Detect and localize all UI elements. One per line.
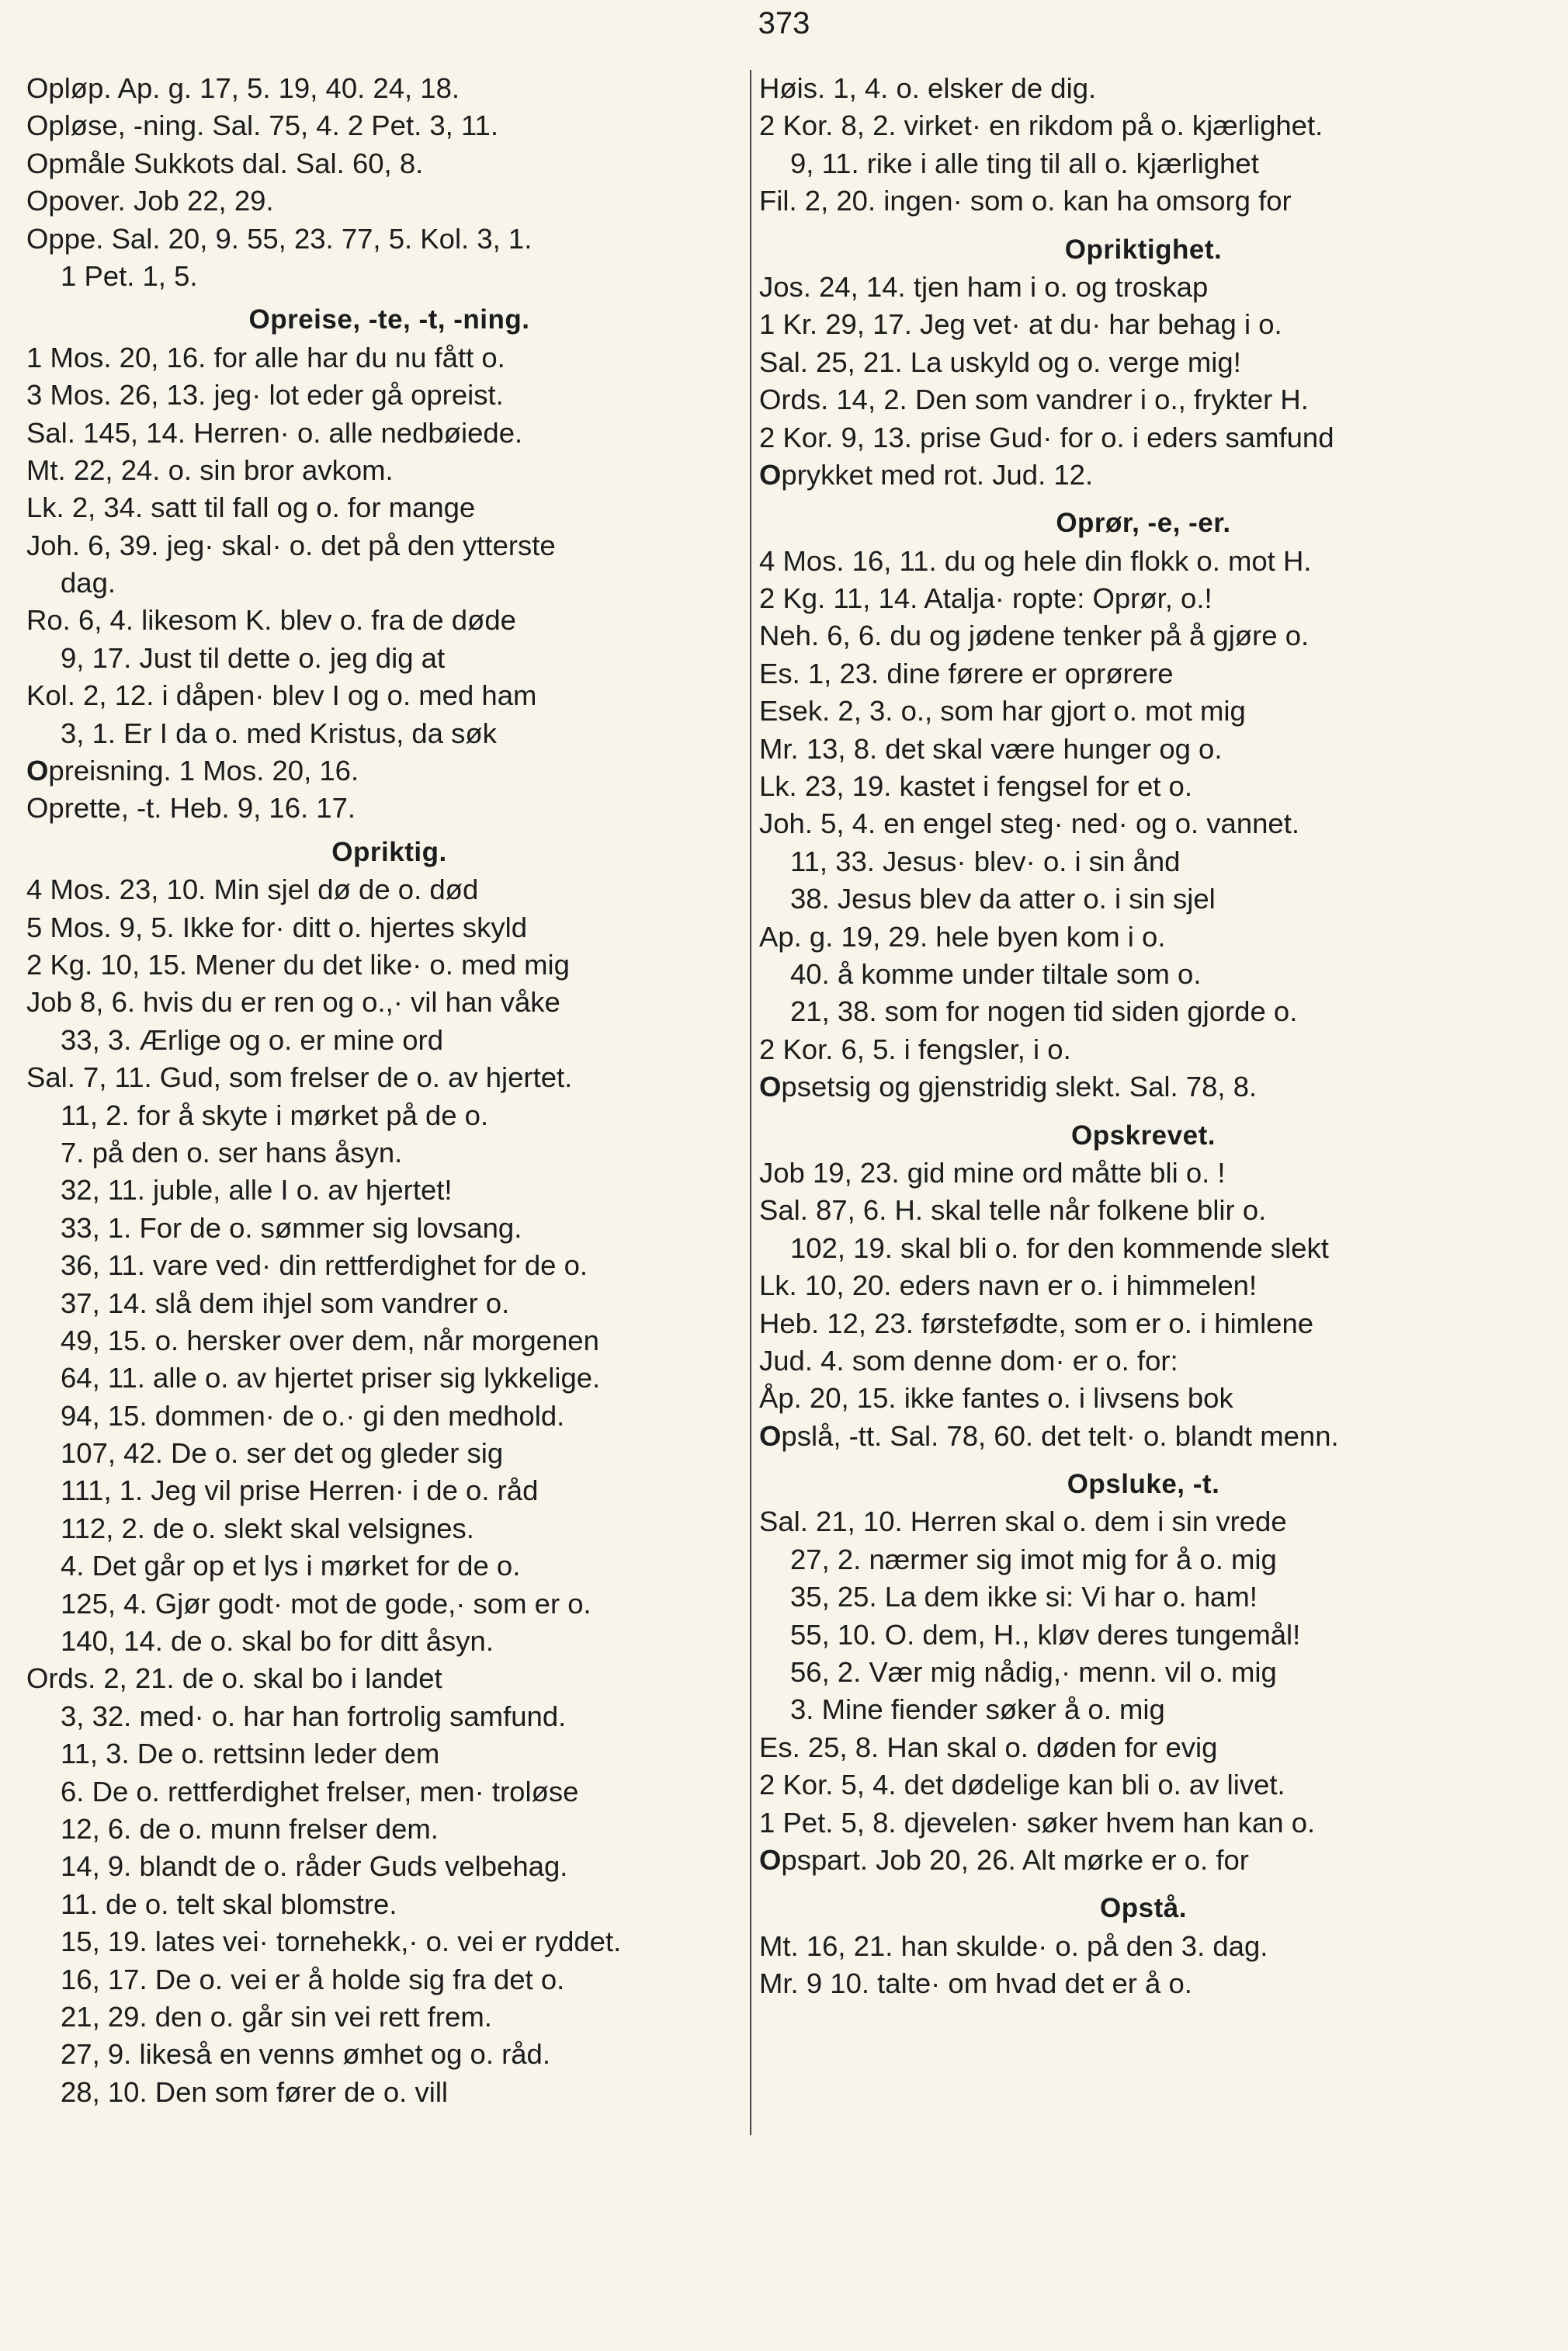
entry-initial: O [759,458,782,491]
entry-line: 11, 3. De o. rettsinn leder dem [61,1738,440,1770]
entry-line: 64, 11. alle o. av hjertet priser sig lykkelige. [61,1362,601,1394]
entry-line: Sal. 25, 21. La uskyld og o. verge mig! [759,346,1241,378]
entry-line: 1 Mos. 20, 16. for alle har du nu fått o. [26,341,505,373]
section-heading-opreise: Opreise, -te, -t, -ning. [248,304,530,335]
entry-line: Ords. 2, 21. de o. skal bo i landet [26,1662,442,1695]
entry-line: 3 Mos. 26, 13. jeg· lot eder gå opreist. [26,379,504,412]
entry-line: Joh. 5, 4. en engel steg· ned· og o. vannet. [759,807,1300,840]
entry-line: 140, 14. de o. skal bo for ditt åsyn. [61,1625,494,1658]
entry-initial: O [759,1071,782,1103]
entry-line [759,1418,1528,1455]
entry-line: 55, 10. O. dem, H., kløv deres tungemål! [790,1618,1301,1651]
entry-line: 40. å komme under tiltale som o. [790,957,1202,990]
entry-line: 38. Jesus blev da atter o. i sin sjel [790,883,1216,915]
entry-line [759,457,1528,494]
entry-line: 9, 17. Just til dette o. jeg dig at [61,641,446,674]
entry-line: 27, 2. nærmer sig imot mig for å o. mig [790,1543,1277,1575]
entry-line: 5 Mos. 9, 5. Ikke for· ditt o. hjertes skyld [26,911,528,943]
entry-line: 35, 25. La dem ikke si: Vi har o. ham! [790,1581,1258,1613]
entry-line: 56, 2. Vær mig nådig,· menn. vil o. mig [790,1656,1277,1689]
entry-line: 21, 38. som for nogen tid siden gjorde o. [790,995,1298,1028]
section-heading-opsluke: Opsluke, -t. [1067,1469,1220,1500]
entry-line [759,1068,1528,1106]
entry-line: 1 Pet. 1, 5. [61,259,198,292]
entry-line: Ro. 6, 4. likesom K. blev o. fra de døde [26,604,516,637]
section-heading-opriktig: Opriktig. [331,836,447,867]
section-heading-opskrevet: Opskrevet. [1071,1120,1216,1151]
entry-text: pspart. Job 20, 26. Alt mørke er o. for [781,1843,1249,1876]
entry-line: Esek. 2, 3. o., som har gjort o. mot mig [759,695,1246,728]
entry-line: 3, 32. med· o. har han fortrolig samfund. [61,1700,567,1732]
section-heading-opriktighet: Opriktighet. [1064,234,1223,265]
entry-text: psetsig og gjenstridig slekt. Sal. 78, 8. [781,1071,1258,1103]
entry-line: 37, 14. slå dem ihjel som vandrer o. [61,1287,510,1319]
entry-line: Joh. 6, 39. jeg· skal· o. det på den ytterste [26,529,556,561]
entry-line: 11, 2. for å skyte i mørket på de o. [61,1099,489,1131]
entry-line: 32, 11. juble, alle I o. av hjertet! [61,1174,453,1207]
entry-line: Mt. 16, 21. han skulde· o. på den 3. dag. [759,1929,1268,1962]
entry-line: 2 Kor. 6, 5. i fengsler, i o. [759,1033,1071,1065]
entry-line: 125, 4. Gjør godt· mot de gode,· som er o. [61,1587,591,1620]
entry-line: Neh. 6, 6. du og jødene tenker på å gjøre o. [759,620,1310,652]
entry-line: 33, 1. For de o. sømmer sig lovsang. [61,1211,522,1244]
entry-line: Opover. Job 22, 29. [26,185,274,217]
entry-line: Lk. 23, 19. kastet i fengsel for et o. [759,770,1192,803]
entry-line: 33, 3. Ærlige og o. er mine ord [61,1023,443,1056]
entry-line: 7. på den o. ser hans åsyn. [61,1136,403,1169]
entry-line: 4. Det går op et lys i mørket for de o. [61,1550,521,1582]
entry-line: Jud. 4. som denne dom· er o. for: [759,1344,1178,1377]
entry-line: Sal. 87, 6. H. skal telle når folkene blir o. [759,1194,1267,1227]
entry-line: 9, 11. rike i alle ting til all o. kjærlighet [790,147,1259,179]
entry-line: Åp. 20, 15. ikke fantes o. i livsens bok [759,1382,1233,1415]
entry-line: 3. Mine fiender søker å o. mig [790,1693,1165,1726]
entry-line: Heb. 12, 23. førstefødte, som er o. i himlene [759,1307,1314,1339]
entry-line: 36, 11. vare ved· din rettferdighet for de o. [61,1249,588,1282]
entry-line: 11, 33. Jesus· blev· o. i sin ånd [790,845,1181,877]
entry-line: Fil. 2, 20. ingen· som o. kan ha omsorg for [759,185,1292,217]
entry-line: 1 Kr. 29, 17. Jeg vet· at du· har behag i o. [759,308,1282,341]
entry-line: 112, 2. de o. slekt skal velsignes. [61,1512,474,1544]
entry-line: Sal. 7, 11. Gud, som frelser de o. av hjertet. [26,1061,573,1094]
entry-line: 102, 19. skal bli o. for den kommende slekt [790,1231,1329,1264]
entry-line: Kol. 2, 12. i dåpen· blev I og o. med ham [26,679,537,712]
entry-line: 6. De o. rettferdighet frelser, men· troløse [61,1775,579,1808]
entry-line: 15, 19. lates vei· tornehekk,· o. vei er ryddet. [61,1926,622,1958]
entry-line: 3, 1. Er I da o. med Kristus, da søk [61,717,497,749]
entry-line: 2 Kor. 5, 4. det dødelige kan bli o. av livet. [759,1769,1285,1801]
right-column [759,70,1528,2003]
entry-line: 21, 29. den o. går sin vei rett frem. [61,2000,492,2033]
entry-line: Opmåle Sukkots dal. Sal. 60, 8. [26,147,424,179]
entry-line: Es. 25, 8. Han skal o. døden for evig [759,1731,1218,1763]
entry-line: Mr. 13, 8. det skal være hunger og o. [759,732,1223,765]
entry-initial: O [26,755,49,787]
entry-line: dag. [61,567,116,599]
entry-line: Es. 1, 23. dine førere er oprørere [759,657,1174,689]
entry-text: pslå, -tt. Sal. 78, 60. det telt· o. blandt menn. [781,1419,1339,1452]
entry-text: prykket med rot. Jud. 12. [781,458,1094,491]
entry-line: 4 Mos. 23, 10. Min sjel dø de o. død [26,873,479,906]
entry-line: 2 Kg. 10, 15. Mener du det like· o. med mig [26,948,570,981]
entry-line: Opløp. Ap. g. 17, 5. 19, 40. 24, 18. [26,72,460,104]
entry-line: Mr. 9 10. talte· om hvad det er å o. [759,1967,1192,2000]
entry-line: 16, 17. De o. vei er å holde sig fra det o. [61,1963,565,1995]
entry-line: Lk. 2, 34. satt til fall og o. for mange [26,491,476,524]
entry-line: 49, 15. o. hersker over dem, når morgenen [61,1324,599,1356]
entry-line: 11. de o. telt skal blomstre. [61,1887,397,1920]
entry-line: 14, 9. blandt de o. råder Guds velbehag. [61,1850,568,1883]
entry-line [26,752,752,790]
entry-line: 2 Kor. 8, 2. virket· en rikdom på o. kjærlighet. [759,109,1323,142]
entry-line: 12, 6. de o. munn frelser dem. [61,1812,439,1845]
entry-line: Oprette, -t. Heb. 9, 16. 17. [26,792,356,825]
left-column [26,70,752,2111]
entry-line: Job 8, 6. hvis du er ren og o.,· vil han våke [26,986,560,1019]
page-number: 373 [758,6,810,40]
entry-line: Sal. 145, 14. Herren· o. alle nedbøiede. [26,416,523,449]
entry-line [759,1842,1528,1879]
entry-line: 94, 15. dommen· de o.· gi den medhold. [61,1399,565,1432]
entry-line: 4 Mos. 16, 11. du og hele din flokk o. mot H. [759,544,1312,577]
entry-line: Ords. 14, 2. Den som vandrer i o., frykter H. [759,384,1309,416]
entry-line: 28, 10. Den som fører de o. vill [61,2075,449,2108]
section-heading-opsta: Opstå. [1100,1893,1187,1924]
entry-text: preisning. 1 Mos. 20, 16. [48,755,359,787]
entry-line: Oppe. Sal. 20, 9. 55, 23. 77, 5. Kol. 3, 1. [26,222,532,255]
section-heading-opror: Oprør, -e, -er. [1056,508,1231,539]
entry-line: 111, 1. Jeg vil prise Herren· i de o. råd [61,1474,539,1507]
entry-line: 27, 9. likeså en venns ømhet og o. råd. [61,2038,550,2071]
entry-line: Lk. 10, 20. eders navn er o. i himmelen! [759,1269,1258,1302]
entry-line: 107, 42. De o. ser det og gleder sig [61,1437,504,1470]
entry-line: Jos. 24, 14. tjen ham i o. og troskap [759,270,1209,303]
entry-line: Sal. 21, 10. Herren skal o. dem i sin vrede [759,1505,1287,1538]
entry-initial: O [759,1419,782,1452]
entry-line: Job 19, 23. gid mine ord måtte bli o. ! [759,1156,1226,1189]
entry-line: 2 Kor. 9, 13. prise Gud· for o. i eders samfund [759,421,1334,453]
entry-initial: O [759,1843,782,1876]
entry-line: Opløse, -ning. Sal. 75, 4. 2 Pet. 3, 11. [26,109,498,142]
entry-line: Ap. g. 19, 29. hele byen kom i o. [759,920,1166,953]
entry-line: 2 Kg. 11, 14. Atalja· ropte: Oprør, o.! [759,582,1212,615]
entry-line: Mt. 22, 24. o. sin bror avkom. [26,453,394,486]
entry-line: Høis. 1, 4. o. elsker de dig. [759,72,1097,104]
entry-line: 1 Pet. 5, 8. djevelen· søker hvem han kan o. [759,1806,1316,1839]
